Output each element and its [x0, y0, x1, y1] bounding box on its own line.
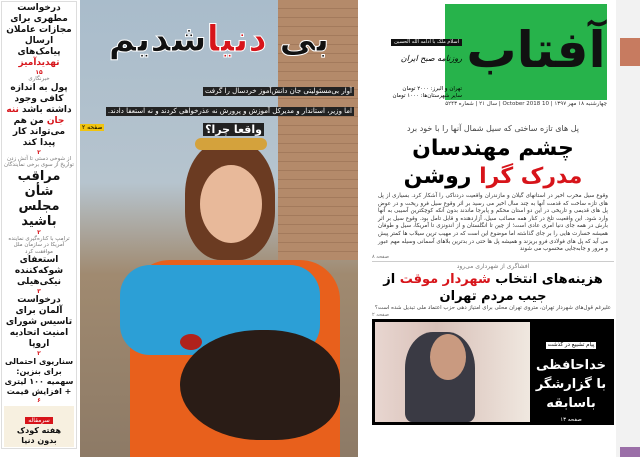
hen [180, 330, 340, 440]
page-ref: ۱۵ [35, 69, 43, 76]
headline-haley[interactable]: استعفای شوکه‌کننده نیکی‌هیلی [14, 255, 64, 287]
kicker: از شوخی دستی تا آتش زدن تواریخ از سوی برخی نمایندگان [4, 155, 74, 168]
cover-caption: آوار بی‌مسئولیتی جان دانش‌آموز خردسال را گرفت [204, 87, 352, 95]
lead-headline[interactable] [372, 135, 614, 191]
masthead-motto: اسلام ملک با ادامه الله الحسین [391, 39, 462, 46]
side-strip [620, 38, 640, 66]
price-info [374, 86, 462, 100]
headline-text: بی [266, 19, 330, 60]
cover-question: واقعا چرا؟ [205, 123, 262, 136]
headline-highlight: ننه جان [6, 104, 65, 126]
second-kicker: افشاگری از شهرداری می‌رود [456, 262, 530, 270]
girl-crown [195, 138, 267, 150]
headline-highlight: مدرک گرا [479, 164, 583, 189]
lead-body: وقوع سیل مخرب اخیر در استانهای گیلان و مازندران واقعیت دردناکی را آشکار کرد. بسیاری از پل های تازه ساخت که قدمت آنها به چند سال اخیر می رسید بر اثر وقوع سیل فرو ریخت و در عوض پل های قدیمی و تاریخی در این دو استان محکم و پابرجا ماندند بدون آنکه کوچکترین آسیبی به آنها وارد شود. این واقعیت تلخ در کنار همه مصائب سیل، آزاردهنده و قابل تامل بود. وقوع سیل بر اثر بارش در همه جای دنیا امری عادی است؛ از چین تا انگلستان و از اندونزی تا آمریکا، سیل و طوفان همیشه خسارت هایی را بر جای گذاشته اما موضوع این است که در مهیب ترین سیلاب ها کمتر پیش می آید که پل های فولادی فرو بریزند و همیشه پل ها حتی در بدترین بلاهای آسمانی وسیله مهم عبور و مرور و جابه‌جایی محسوب می شوند [378, 193, 608, 253]
feature-tag: پیام تشییع در گذشت [547, 341, 595, 348]
cover-captions [84, 78, 354, 138]
headline-motahari[interactable] [4, 3, 74, 69]
headline-highlight: دنیا [206, 19, 267, 60]
headline-text: پول به اندازه کافی وجود داشته باشد [10, 82, 72, 115]
price-line: تهران و البرز: ۲۰۰۰ تومان [402, 86, 462, 92]
headline-text: از جیب مردم تهران [383, 271, 547, 304]
headline-petrol[interactable]: سناریوی احتمالی برای بنزین: سهمیه ۱۰۰ لیتری + افزایش قیمت [4, 357, 74, 396]
page-ref: صفحه ۲ [372, 311, 389, 318]
divider [372, 261, 614, 262]
editorial-title: هفته کودک بدون دنیا [16, 426, 62, 445]
girl-face [200, 165, 262, 243]
price-line: سایر شهرستان‌ها: ۱۰۰۰ تومان [392, 93, 462, 99]
page-ref: ۶ [37, 397, 41, 404]
page-tag: صفحه ۲ [82, 124, 103, 131]
headline-majlis[interactable]: مراقب شأن مجلس باشید [17, 168, 61, 229]
headline-text: درخواست مطهری برای مجازات عاملان ارسال پیامک‌های [6, 3, 72, 57]
page-ref: ۲ [37, 228, 41, 236]
headline-text: چشم مهندسان [412, 136, 574, 161]
headline-highlight: شهردار موقت [399, 271, 491, 287]
page-ref: ۲ [37, 148, 41, 156]
dateline: چهارشنبه ۱۸ مهر ۱۳۹۷ | 10 October 2018 | سال ۲۱ | شماره ۵۲۴۳ [445, 101, 607, 107]
cover-caption: اما وزیر، استاندار و مدیرکل آموزش و پرورش نه عذرخواهی کردند و نه استعفا دادند. [107, 107, 352, 115]
headline-text: من هم می‌تواند کار پیدا کند [12, 115, 66, 148]
reporter-photo [375, 322, 530, 422]
man-face [430, 334, 466, 380]
newspaper-logo: آفتاب [466, 21, 606, 79]
masthead-info [374, 28, 462, 100]
hen-comb [180, 334, 202, 350]
headline-text: هزینه‌های انتخاب [490, 271, 603, 287]
masthead-subtitle: روزنامه صبح ایران [400, 54, 462, 63]
right-news-column [372, 124, 614, 425]
editorial-box[interactable] [4, 406, 74, 447]
page-ref: ۲ [37, 350, 41, 357]
headline-text: شدیم [108, 19, 207, 60]
second-headline[interactable] [372, 271, 614, 305]
headline-money[interactable] [4, 83, 74, 149]
kicker: ترامپ با کناره‌گیری نماینده آمریکا در سازمان ملل موافقت کرد [8, 235, 70, 255]
lead-kicker: پل های تازه ساختی که سیل شمال آنها را با خود برد [406, 124, 580, 133]
editorial-tag: سرمقاله [25, 417, 52, 424]
headline-germany[interactable]: درخواست آلمان برای تاسیس شورای امنیت اتحادیه اروپا [5, 295, 73, 349]
corner-block [620, 447, 640, 457]
feature-title: خداحافظی با گزارشگر باسابقه [535, 357, 607, 411]
cover-headline[interactable] [80, 18, 358, 62]
headline-highlight: تهدیدآمیز [18, 58, 60, 68]
cover-photo [80, 0, 358, 457]
page-ref: ۳ [37, 288, 41, 295]
feature-box[interactable] [372, 319, 614, 425]
kicker: خبرنگاری [28, 76, 50, 82]
headline-text: روشن [403, 164, 480, 189]
feature-text [532, 331, 610, 424]
page-ref: صفحه ۱۳ [560, 416, 582, 423]
left-news-column [1, 1, 77, 449]
page-ref: صفحه ۸ [372, 253, 389, 260]
second-lead: علیرغم قول‌های شهردار تهران، متروی تهران محلی برای امتیاز دهی حزب اعتماد ملی تبدیل شده است؟ [374, 304, 612, 311]
